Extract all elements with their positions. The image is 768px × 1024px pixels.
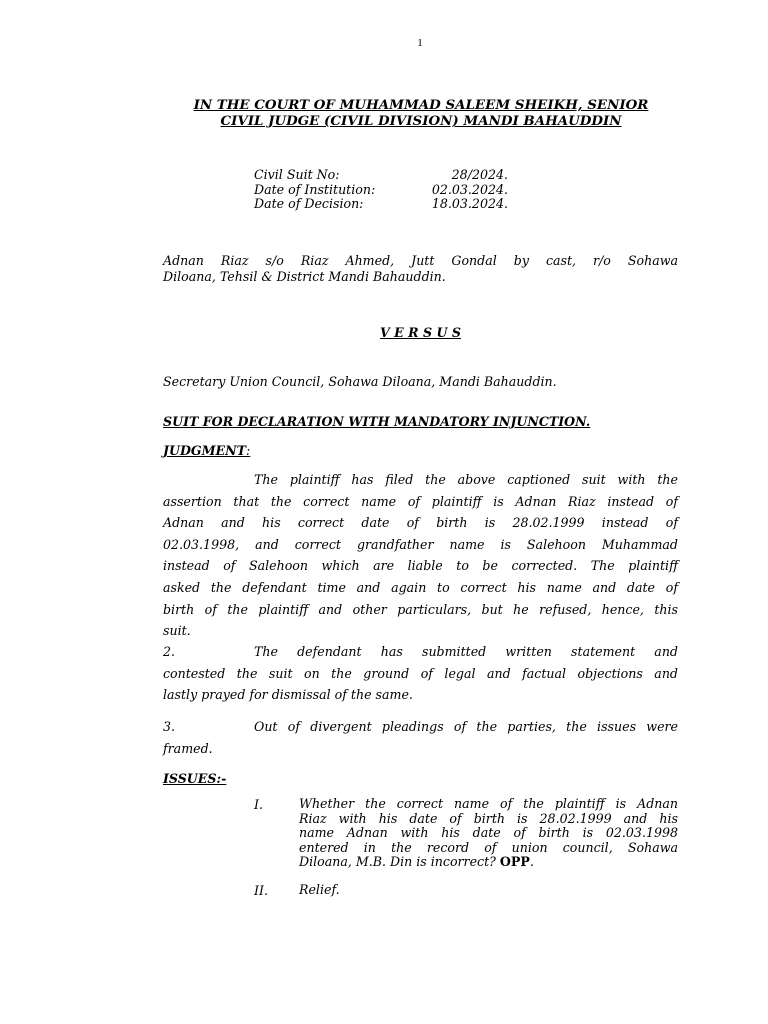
versus-heading: V E R S U S — [380, 325, 461, 340]
issue-numeral: I. — [254, 797, 263, 812]
p1-line: asked the defendant time and again to correct his name and date of — [163, 579, 678, 595]
court-heading-line-2: CIVIL JUDGE (CIVIL DIVISION) MANDI BAHAUDDIN — [220, 113, 622, 129]
p2-line: lastly prayed for dismissal of the same. — [163, 687, 413, 703]
p3-line: framed. — [163, 740, 213, 756]
p1-line: suit. — [163, 623, 191, 639]
p3-first-line — [163, 716, 678, 738]
p2-line: The defendant has submitted written statement and — [254, 644, 678, 659]
plaintiff-line-2: Diloana, Tehsil & District Mandi Bahauddin. — [163, 268, 446, 284]
case-info-label: Date of Institution: — [254, 182, 376, 197]
p1-line: 02.03.1998, and correct grandfather name is Salehoon Muhammad — [163, 536, 678, 552]
case-info-value: 28/2024. — [451, 167, 508, 182]
p3-line: Out of divergent pleadings of the parties, the issues were — [254, 719, 678, 734]
issue-numeral: II. — [254, 883, 268, 898]
issue-line: entered in the record of union council, Sohawa — [299, 839, 678, 855]
paragraph-number: 2. — [163, 644, 176, 659]
court-heading-line-1: IN THE COURT OF MUHAMMAD SALEEM SHEIKH, SENIOR — [193, 97, 649, 113]
issue-last-line — [299, 855, 678, 870]
issue-onus: OPP — [499, 854, 530, 869]
issue-text: Relief. — [299, 882, 340, 897]
p1-line: assertion that the correct name of plaintiff is Adnan Riaz instead of — [163, 493, 678, 509]
paragraph-1 — [163, 469, 678, 642]
plaintiff-block — [163, 253, 678, 284]
suit-title: SUIT FOR DECLARATION WITH MANDATORY INJUNCTION. — [163, 414, 591, 429]
page-number: 1 — [417, 37, 423, 49]
issue-line: Diloana, M.B. Din is incorrect? — [299, 854, 500, 869]
paragraph-number: 3. — [163, 719, 176, 734]
issue-line: name Adnan with his date of birth is 02.03.1998 — [299, 825, 678, 840]
defendant-line: Secretary Union Council, Sohawa Diloana, Mandi Bahauddin. — [163, 374, 557, 389]
p1-line: birth of the plaintiff and other particulars, but he refused, hence, this — [163, 601, 678, 617]
issue-line: Whether the correct name of the plaintiff is Adnan — [299, 796, 678, 811]
case-info-label: Civil Suit No: — [254, 167, 340, 182]
judgment-heading — [163, 443, 250, 458]
p2-first-line — [163, 641, 678, 663]
case-info-value: 02.03.2024. — [431, 182, 508, 197]
issue-text — [299, 797, 678, 870]
p2-line: contested the suit on the ground of legal and factual objections and — [163, 665, 678, 681]
plaintiff-line-1: Adnan Riaz s/o Riaz Ahmed, Jutt Gondal by cast, r/o Sohawa — [163, 253, 678, 268]
case-info-value: 18.03.2024. — [431, 196, 508, 211]
p1-line: The plaintiff has filed the above captioned suit with the — [254, 472, 678, 487]
case-info-label: Date of Decision: — [254, 196, 364, 211]
judgment-colon: : — [246, 443, 251, 458]
p1-line: Adnan and his correct date of birth is 28.02.1999 instead of — [163, 515, 678, 531]
p1-line: instead of Salehoon which are liable to be corrected. The plaintiff — [163, 558, 678, 574]
court-heading — [163, 97, 679, 129]
issues-heading: ISSUES:- — [163, 771, 227, 786]
paragraph-3 — [163, 716, 678, 759]
issue-2 — [254, 883, 678, 898]
judgment-label: JUDGMENT — [163, 443, 247, 458]
paragraph-2 — [163, 641, 678, 706]
issue-1 — [254, 797, 678, 870]
issue-end: . — [529, 854, 534, 869]
issue-line: Riaz with his date of birth is 28.02.1999 and his — [299, 810, 678, 826]
